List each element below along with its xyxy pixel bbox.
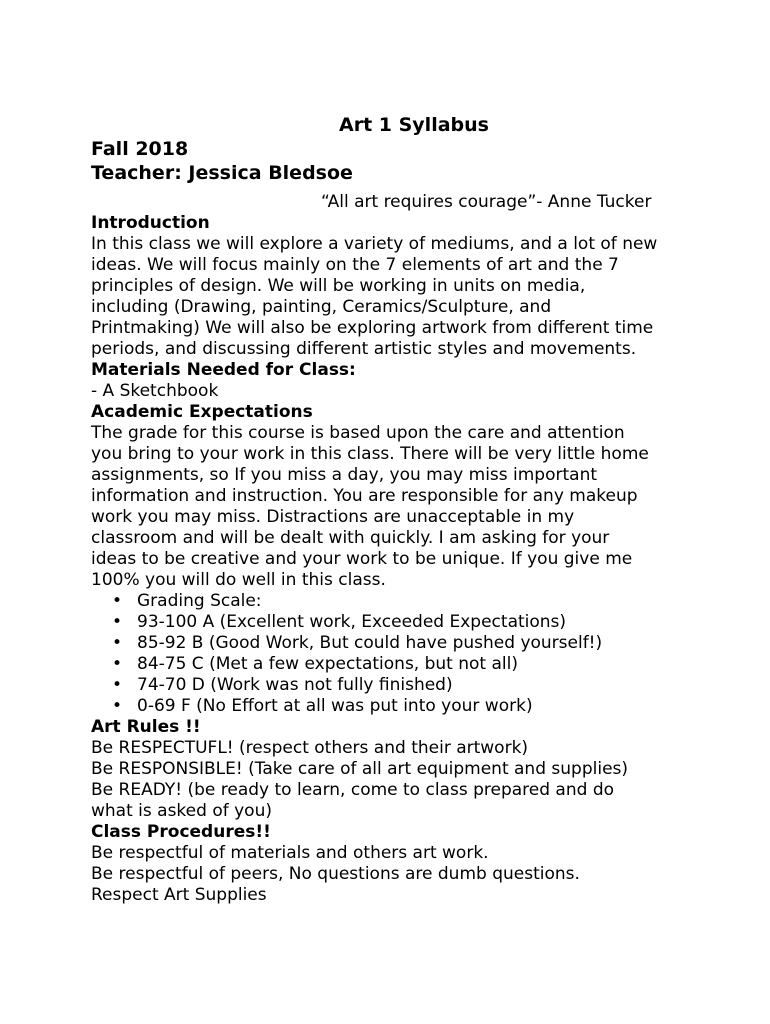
materials-item: - A Sketchbook	[91, 381, 219, 401]
procedure-line: Be respectful of peers, No questions are dumb questions.	[91, 864, 580, 884]
academic-line: work you may miss. Distractions are unacceptable in my	[91, 507, 575, 527]
rule-line: Be READY! (be ready to learn, come to class prepared and do	[91, 780, 615, 800]
introduction-line: In this class we will explore a variety of mediums, and a lot of new	[91, 234, 658, 254]
academic-line: The grade for this course is based upon the care and attention	[91, 423, 625, 443]
grading-scale-list	[91, 591, 691, 717]
class-procedures-heading: Class Procedures!!	[91, 822, 271, 842]
bullet-icon: •	[112, 696, 123, 716]
procedure-line: Respect Art Supplies	[91, 885, 267, 905]
procedure-line: Be respectful of materials and others art work.	[91, 843, 489, 863]
rule-line: Be RESPONSIBLE! (Take care of all art equipment and supplies)	[91, 759, 629, 779]
list-item-text: 84-75 C (Met a few expectations, but not all)	[137, 654, 518, 674]
academic-line: assignments, so If you miss a day, you may miss important	[91, 465, 598, 485]
teacher-heading: Teacher: Jessica Bledsoe	[91, 162, 353, 184]
rule-line: what is asked of you)	[91, 801, 272, 821]
list-item-text: Grading Scale:	[137, 591, 262, 611]
list-item-text: 85-92 B (Good Work, But could have pushed yourself!)	[137, 633, 603, 653]
bullet-icon: •	[112, 633, 123, 653]
academic-line: information and instruction. You are responsible for any makeup	[91, 486, 638, 506]
introduction-line: principles of design. We will be working in units on media,	[91, 276, 586, 296]
materials-heading: Materials Needed for Class:	[91, 360, 356, 380]
rule-line: Be RESPECTUFL! (respect others and their artwork)	[91, 738, 529, 758]
page-title: Art 1 Syllabus	[339, 114, 489, 136]
list-item-text: 0-69 F (No Effort at all was put into your work)	[137, 696, 533, 716]
academic-line: you bring to your work in this class. There will be very little home	[91, 444, 649, 464]
list-item-text: 93-100 A (Excellent work, Exceeded Expectations)	[137, 612, 567, 632]
list-item	[110, 612, 691, 633]
list-item	[110, 591, 691, 612]
bullet-icon: •	[112, 612, 123, 632]
academic-line: ideas to be creative and your work to be unique. If you give me	[91, 549, 633, 569]
bullet-icon: •	[112, 654, 123, 674]
list-item	[110, 696, 691, 717]
introduction-line: including (Drawing, painting, Ceramics/Sculpture, and	[91, 297, 552, 317]
bullet-icon: •	[112, 591, 123, 611]
art-rules-heading: Art Rules !!	[91, 717, 201, 737]
introduction-heading: Introduction	[91, 213, 210, 233]
academic-expectations-heading: Academic Expectations	[91, 402, 313, 422]
quote: “All art requires courage”- Anne Tucker	[321, 192, 652, 212]
bullet-icon: •	[112, 675, 123, 695]
introduction-line: ideas. We will focus mainly on the 7 elements of art and the 7	[91, 255, 619, 275]
term-heading: Fall 2018	[91, 138, 189, 160]
syllabus-content	[91, 113, 691, 906]
academic-line: 100% you will do well in this class.	[91, 570, 386, 590]
list-item-text: 74-70 D (Work was not fully finished)	[137, 675, 453, 695]
academic-line: classroom and will be dealt with quickly. I am asking for your	[91, 528, 610, 548]
introduction-line: periods, and discussing different artistic styles and movements.	[91, 339, 637, 359]
list-item	[110, 654, 691, 675]
introduction-line: Printmaking) We will also be exploring artwork from different time	[91, 318, 654, 338]
list-item	[110, 675, 691, 696]
list-item	[110, 633, 691, 654]
